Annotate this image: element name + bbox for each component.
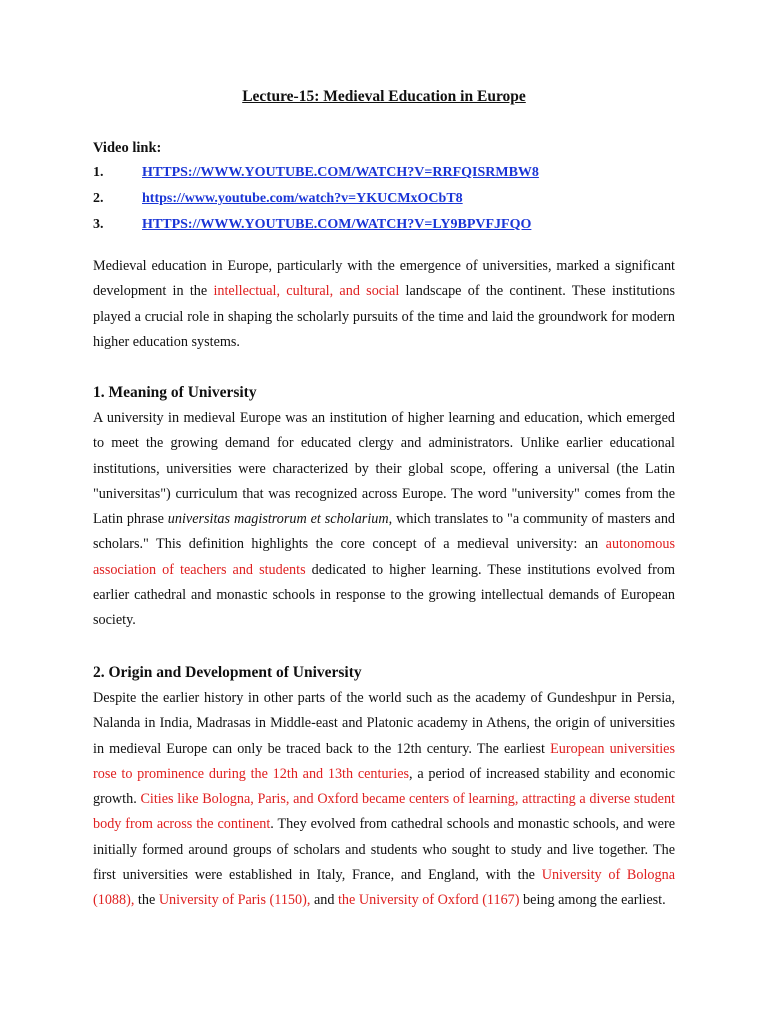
text-run: the	[134, 892, 159, 909]
highlighted-text: European universities rose to prominence during the 12th and 13th centuries	[93, 740, 675, 782]
text-run: . They evolved from cathedral schools and monastic schools, and were initially formed around groups of scholars and students who sought to study and live together. The first universities were established in Italy, France, and England, with the	[93, 816, 675, 884]
video-link-item	[93, 216, 675, 242]
page-title: Lecture-15: Medieval Education in Europe	[242, 88, 526, 105]
highlighted-text: University of Bologna (1088),	[93, 867, 675, 909]
text-run: , which translates to "a community of masters and scholars." This definition highlights the core concept of a medieval university: an	[93, 511, 676, 553]
text-run: , a period of increased stability and economic growth.	[93, 765, 675, 808]
highlighted-text: intellectual, cultural, and social	[213, 283, 400, 300]
link-number: 1.	[93, 165, 104, 180]
text-run: dedicated to higher learning. These institutions evolved from earlier cathedral and monastic schools in response to the growing intellectual demands of European society.	[93, 561, 675, 629]
highlighted-text: the University of Oxford (1167)	[337, 892, 520, 909]
text-run: Medieval education in Europe, particularly with the emergence of universities, marked a significant development in the	[93, 258, 675, 300]
text-run: being among the earliest.	[519, 892, 666, 909]
link-number: 3.	[93, 217, 104, 232]
video-link-label: Video link:	[93, 140, 162, 156]
video-link-item	[93, 164, 675, 190]
text-run: Despite the earlier history in other parts of the world such as the academy of Gundeshpur in Persia, Nalanda in India, Madrasas in Middle-east and Platonic academy in Athens, the origin of universities in medieval Europe can only be traced back to the 12th century. The earliest	[93, 690, 675, 757]
video-link-list	[93, 164, 675, 242]
highlighted-text: University of Paris (1150),	[158, 892, 311, 909]
section-heading-origin: 2. Origin and Development of University	[93, 664, 362, 681]
video-link-2[interactable]: https://www.youtube.com/watch?v=YKUCMxOCbT8	[142, 191, 463, 206]
meaning-paragraph	[93, 406, 675, 634]
text-run: A university in medieval Europe was an institution of higher learning and education, which emerged to meet the growing demand for educated clergy and administrators. Unlike earlier educational institutions, universities were characterized by their global scope, offering a universal (the Latin "universitas") curriculum that was recognized across Europe. The word "university" comes from the Latin phrase	[93, 410, 675, 528]
italic-text: universitas magistrorum et scholarium	[167, 511, 389, 528]
text-run: and	[310, 892, 338, 909]
origin-paragraph	[93, 686, 675, 914]
video-link-1[interactable]: HTTPS://WWW.YOUTUBE.COM/WATCH?V=RRFQISRMBW8	[142, 165, 539, 180]
highlighted-text: autonomous association of teachers and students	[93, 536, 675, 578]
highlighted-text: Cities like Bologna, Paris, and Oxford became centers of learning, attracting a diverse student body from across the continent	[93, 791, 675, 833]
text-run: landscape of the continent. These institutions played a crucial role in shaping the scholarly pursuits of the time and laid the groundwork for modern higher education systems.	[93, 283, 675, 350]
link-number: 2.	[93, 191, 104, 206]
video-link-item	[93, 190, 675, 216]
section-heading-meaning: 1. Meaning of University	[93, 384, 257, 401]
video-link-3[interactable]: HTTPS://WWW.YOUTUBE.COM/WATCH?V=LY9BPVFJFQO	[142, 217, 532, 232]
intro-paragraph	[93, 254, 675, 355]
